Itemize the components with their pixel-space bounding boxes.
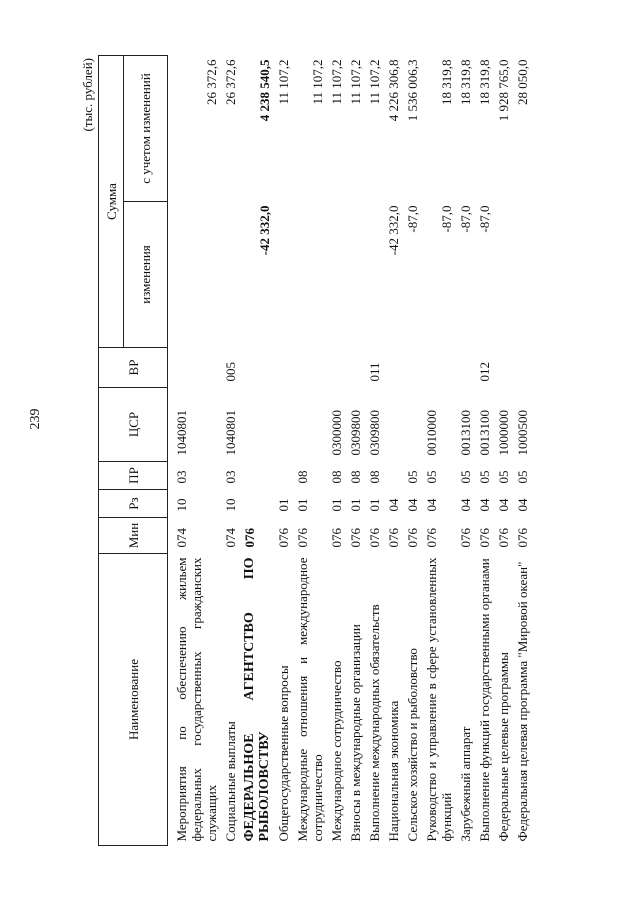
cell-total: 11 107,2 <box>348 59 363 105</box>
budget-table <box>98 55 532 846</box>
cell-rz: 01 <box>276 498 291 512</box>
page-number: 239 <box>28 408 43 430</box>
cell-pr: 05 <box>515 470 530 484</box>
cell-change <box>346 202 365 348</box>
cell-rz: 01 <box>329 498 344 512</box>
cell-vr <box>494 348 513 388</box>
cell-total: 18 319,8 <box>458 59 473 105</box>
cell-name: Руководство и управление в сфере установленных функций <box>424 557 454 842</box>
cell-rz: 04 <box>477 498 492 512</box>
cell-min: 076 <box>386 528 401 548</box>
cell-csr: 1000000 <box>496 410 511 456</box>
header-pr: ПР <box>99 462 168 490</box>
cell-rz: 01 <box>295 498 310 512</box>
cell-min: 074 <box>174 528 189 548</box>
cell-pr: 05 <box>458 470 473 484</box>
cell-min: 076 <box>405 528 420 548</box>
cell-min: 076 <box>424 528 439 548</box>
cell-name: Мероприятия по обеспечению жильем федеральных государственных гражданских служащих <box>174 557 219 842</box>
cell-change: -87,0 <box>477 205 492 233</box>
cell-total: 18 319,8 <box>477 59 492 105</box>
table-row <box>365 56 384 846</box>
cell-vr: 005 <box>223 362 238 382</box>
cell-name: Зарубежный аппарат <box>458 726 473 842</box>
cell-vr <box>327 348 346 388</box>
table-row <box>494 56 513 846</box>
header-csr: ЦСР <box>99 388 168 462</box>
cell-rz: 04 <box>458 498 473 512</box>
cell-rz: 10 <box>174 498 189 512</box>
cell-csr: 1000500 <box>515 410 530 456</box>
cell-vr <box>422 348 456 388</box>
cell-rz: 10 <box>223 498 238 512</box>
cell-csr <box>274 388 293 462</box>
cell-change: -42 332,0 <box>257 205 272 256</box>
cell-pr: 05 <box>496 470 511 484</box>
table-row <box>240 56 274 846</box>
cell-change: -87,0 <box>458 205 473 233</box>
cell-min: 076 <box>458 528 473 548</box>
cell-total: 11 107,2 <box>329 59 344 105</box>
cell-change <box>221 202 240 348</box>
cell-name: ФЕДЕРАЛЬНОЕ АГЕНТСТВО ПО РЫБОЛОВСТВУ <box>242 557 272 842</box>
cell-pr <box>240 462 274 490</box>
cell-change <box>365 202 384 348</box>
header-changes: изменения <box>124 202 168 348</box>
table-row <box>346 56 365 846</box>
cell-min: 076 <box>329 528 344 548</box>
cell-min: 076 <box>515 528 530 548</box>
cell-csr <box>384 388 403 462</box>
header-sum: Сумма <box>99 56 124 348</box>
cell-csr: 0300000 <box>329 410 344 456</box>
cell-pr: 05 <box>477 470 492 484</box>
cell-min: 076 <box>348 528 363 548</box>
cell-vr <box>346 348 365 388</box>
cell-rz: 01 <box>367 498 382 512</box>
table-row <box>274 56 293 846</box>
header-name: Наименование <box>99 554 168 846</box>
cell-vr <box>456 348 475 388</box>
cell-pr: 05 <box>424 470 439 484</box>
cell-rz: 04 <box>496 498 511 512</box>
cell-name: Федеральные целевые программы <box>496 652 511 842</box>
cell-rz: 04 <box>386 498 401 512</box>
cell-total: 1 536 006,3 <box>405 59 420 122</box>
cell-total: 4 226 306,8 <box>386 59 401 122</box>
cell-total: 11 107,2 <box>276 59 291 105</box>
cell-total: 26 372,6 <box>204 59 219 105</box>
cell-csr: 0309800 <box>348 410 363 456</box>
cell-name: Общегосударственные вопросы <box>276 665 291 842</box>
cell-name: Международные отношения и международное сотрудничество <box>295 557 325 842</box>
cell-vr <box>384 348 403 388</box>
cell-vr <box>513 348 532 388</box>
cell-name: Выполнение международных обязательств <box>367 604 382 842</box>
header-row <box>99 56 124 846</box>
units-label: (тыс. рублей) <box>80 58 95 132</box>
cell-change <box>168 202 222 348</box>
cell-change <box>274 202 293 348</box>
header-with-changes: с учетом изменений <box>124 56 168 202</box>
cell-min: 074 <box>223 528 238 548</box>
cell-vr: 012 <box>477 362 492 382</box>
cell-pr: 08 <box>348 470 363 484</box>
cell-vr <box>240 348 274 388</box>
cell-total: 18 319,8 <box>439 59 454 105</box>
cell-pr: 03 <box>174 470 189 484</box>
cell-total: 4 238 540,5 <box>257 59 272 122</box>
table-body <box>168 56 533 846</box>
cell-pr: 08 <box>367 470 382 484</box>
rotated-page <box>80 56 574 846</box>
cell-total: 1 928 765,0 <box>496 59 511 122</box>
cell-pr <box>384 462 403 490</box>
cell-pr: 08 <box>295 470 310 484</box>
cell-change: -87,0 <box>439 205 454 233</box>
cell-total: 11 107,2 <box>310 59 325 105</box>
cell-csr <box>240 388 274 462</box>
cell-name: Социальные выплаты <box>223 721 238 842</box>
cell-pr <box>274 462 293 490</box>
cell-change <box>513 202 532 348</box>
cell-change <box>494 202 513 348</box>
header-vr: ВР <box>99 348 168 388</box>
cell-csr: 1040801 <box>174 410 189 456</box>
cell-csr: 0010000 <box>424 410 439 456</box>
table-row <box>168 56 222 846</box>
cell-min: 076 <box>367 528 382 548</box>
cell-min: 076 <box>242 528 257 548</box>
table-row <box>422 56 456 846</box>
cell-csr: 0013100 <box>458 410 473 456</box>
cell-total: 11 107,2 <box>367 59 382 105</box>
cell-change: -42 332,0 <box>386 205 401 256</box>
cell-min: 076 <box>276 528 291 548</box>
cell-min: 076 <box>496 528 511 548</box>
cell-rz: 04 <box>424 498 439 512</box>
header-min: Мин <box>99 518 168 554</box>
cell-csr: 0309800 <box>367 410 382 456</box>
cell-rz: 04 <box>515 498 530 512</box>
cell-total: 28 050,0 <box>515 59 530 105</box>
table-row <box>456 56 475 846</box>
table-row <box>293 56 327 846</box>
cell-pr: 05 <box>405 470 420 484</box>
cell-rz <box>240 490 274 518</box>
cell-vr <box>274 348 293 388</box>
cell-change: -87,0 <box>405 205 420 233</box>
table-row <box>475 56 494 846</box>
cell-csr: 0013100 <box>477 410 492 456</box>
cell-csr: 1040801 <box>223 410 238 456</box>
cell-vr <box>293 348 327 388</box>
table-row <box>403 56 422 846</box>
cell-name: Международное сотрудничество <box>329 660 344 842</box>
cell-rz: 01 <box>348 498 363 512</box>
cell-rz: 04 <box>405 498 420 512</box>
cell-min: 076 <box>295 528 310 548</box>
cell-csr <box>403 388 422 462</box>
cell-name: Взносы в международные организации <box>348 624 363 842</box>
cell-pr: 08 <box>329 470 344 484</box>
table-row <box>384 56 403 846</box>
header-rz: Рз <box>99 490 168 518</box>
table-row <box>327 56 346 846</box>
cell-name: Выполнение функций государственными органами <box>477 558 492 842</box>
cell-name: Сельское хозяйство и рыболовство <box>405 648 420 842</box>
cell-vr <box>403 348 422 388</box>
table-row <box>513 56 532 846</box>
cell-vr: 011 <box>367 362 382 382</box>
cell-change <box>293 202 327 348</box>
cell-name: Федеральная целевая программа "Мировой океан" <box>515 561 530 842</box>
cell-total: 26 372,6 <box>223 59 238 105</box>
cell-min: 076 <box>477 528 492 548</box>
cell-change <box>327 202 346 348</box>
cell-name: Национальная экономика <box>386 700 401 842</box>
cell-vr <box>168 348 222 388</box>
table-row <box>221 56 240 846</box>
cell-pr: 03 <box>223 470 238 484</box>
cell-csr <box>293 388 327 462</box>
